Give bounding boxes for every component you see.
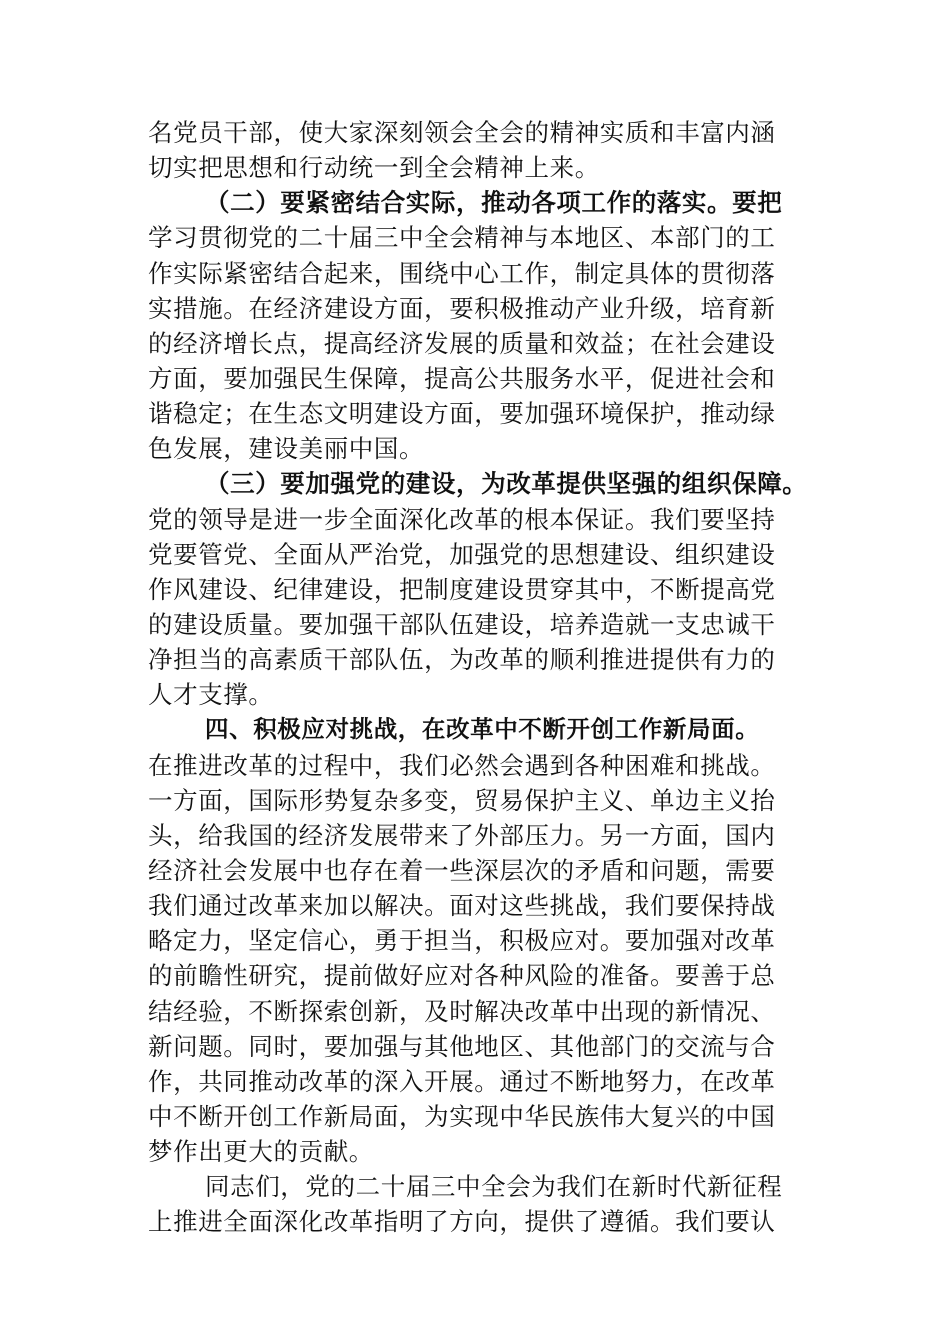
document-body <box>148 115 813 1240</box>
text-line: 我们通过改革来加以解决。面对这些挑战，我们要保持战 <box>148 891 776 921</box>
text-line: 的经济增长点，提高经济发展的质量和效益；在社会建设 <box>148 328 776 358</box>
text-line: 梦作出更大的贡献。 <box>148 1137 374 1167</box>
text-line: 切实把思想和行动统一到全会精神上来。 <box>148 153 600 183</box>
text-line: 党的领导是进一步全面深化改革的根本保证。我们要坚持 <box>148 504 776 534</box>
text-line: （二）要紧密结合实际，推动各项工作的落实。要把 <box>205 188 783 218</box>
text-line: 在推进改革的过程中，我们必然会遇到各种困难和挑战。 <box>148 750 776 780</box>
text-line: 名党员干部，使大家深刻领会全会的精神实质和丰富内涵 <box>148 118 776 147</box>
text-line: 净担当的高素质干部队伍，为改革的顺利推进提供有力的 <box>148 645 776 675</box>
text-line: 作实际紧密结合起来，围绕中心工作，制定具体的贯彻落 <box>148 258 776 288</box>
text-line: 略定力，坚定信心，勇于担当，积极应对。要加强对改革 <box>148 926 776 956</box>
text-line: 的建设质量。要加强干部队伍建设，培养造就一支忠诚干 <box>148 609 776 639</box>
text-line: 作，共同推动改革的深入开展。通过不断地努力，在改革 <box>148 1066 776 1096</box>
text-line: 上推进全面深化改革指明了方向，提供了遵循。我们要认 <box>148 1207 776 1237</box>
text-line: （三）要加强党的建设，为改革提供坚强的组织保障。 <box>205 469 808 499</box>
text-line: 作风建设、纪律建设，把制度建设贯穿其中，不断提高党 <box>148 574 776 604</box>
text-line: 谐稳定；在生态文明建设方面，要加强环境保护，推动绿 <box>148 399 776 429</box>
text-line: 方面，要加强民生保障，提高公共服务水平，促进社会和 <box>148 363 776 393</box>
text-line: 党要管党、全面从严治党，加强党的思想建设、组织建设 <box>148 539 776 569</box>
text-line: 结经验，不断探索创新，及时解决改革中出现的新情况、 <box>148 996 776 1026</box>
text-line: 新问题。同时，要加强与其他地区、其他部门的交流与合 <box>148 1031 776 1061</box>
text-line: 同志们，党的二十届三中全会为我们在新时代新征程 <box>205 1172 783 1202</box>
text-line: 学习贯彻党的二十届三中全会精神与本地区、本部门的工 <box>148 223 776 253</box>
text-line: 色发展，建设美丽中国。 <box>148 434 425 464</box>
text-line: 人才支撑。 <box>148 680 274 710</box>
text-line: 中不断开创工作新局面，为实现中华民族伟大复兴的中国 <box>148 1101 776 1131</box>
text-line: 经济社会发展中也存在着一些深层次的矛盾和问题，需要 <box>148 855 776 885</box>
text-line: 头，给我国的经济发展带来了外部压力。另一方面，国内 <box>148 820 776 850</box>
text-line: 实措施。在经济建设方面，要积极推动产业升级，培育新 <box>148 293 776 323</box>
text-line: 一方面，国际形势复杂多变，贸易保护主义、单边主义抬 <box>148 785 776 815</box>
text-line: 的前瞻性研究，提前做好应对各种风险的准备。要善于总 <box>148 961 776 991</box>
section-heading-line: 四、积极应对挑战，在改革中不断开创工作新局面。 <box>205 715 760 744</box>
